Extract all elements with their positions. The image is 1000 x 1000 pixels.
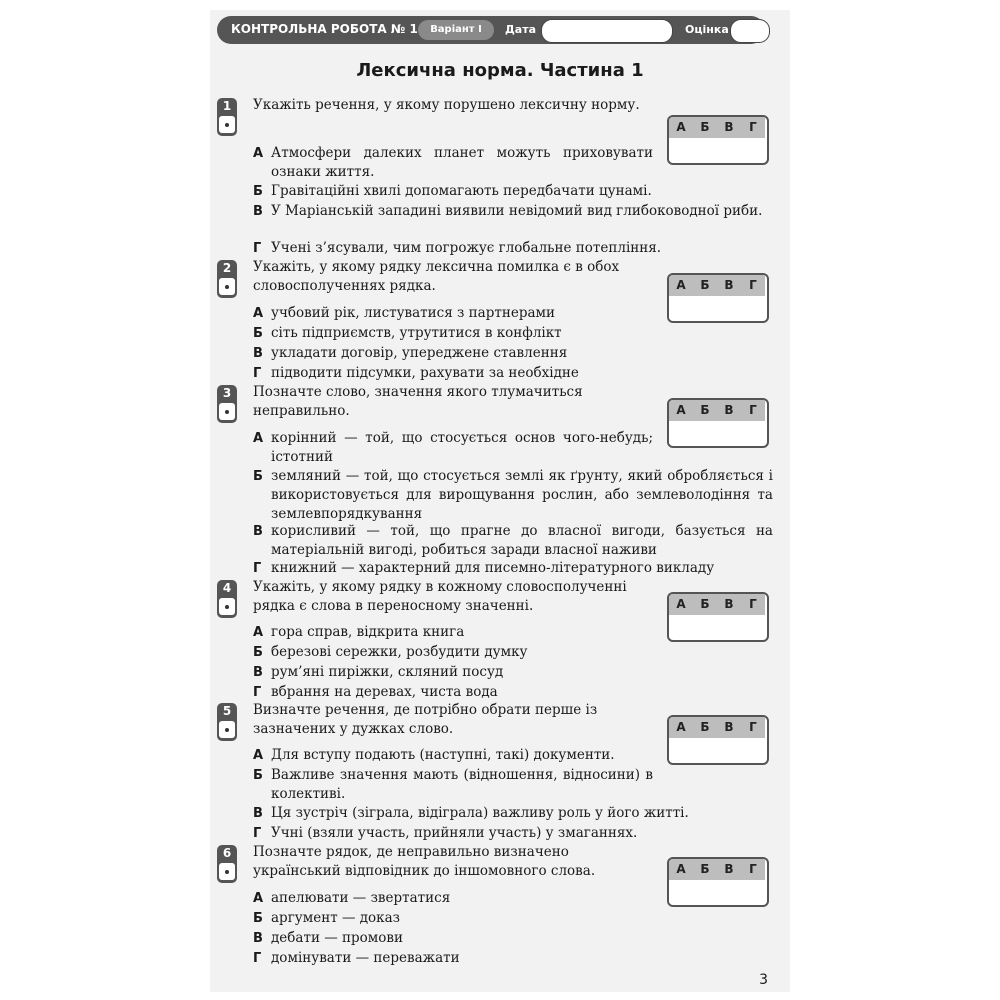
- answer-letter-b: Б: [693, 594, 718, 615]
- answer-letter-b: Б: [693, 117, 718, 138]
- option-a: [253, 746, 673, 765]
- answer-letter-a: А: [669, 859, 694, 880]
- option-g: [253, 559, 773, 578]
- option-letter: В: [253, 931, 263, 946]
- answer-letter-g: Г: [741, 275, 765, 296]
- answer-letter-g: Г: [741, 400, 765, 421]
- option-letter: В: [253, 346, 263, 361]
- question-number-badge: [217, 260, 237, 298]
- answer-letter-v: В: [717, 400, 742, 421]
- option-g: [253, 824, 773, 843]
- option-letter: А: [253, 146, 264, 161]
- grade-field[interactable]: [730, 19, 770, 43]
- option-text: гора справ, відкрита книга: [271, 624, 465, 640]
- answer-cell-a[interactable]: [669, 421, 694, 444]
- question-number-badge: [217, 703, 237, 741]
- option-text: аргумент — доказ: [271, 910, 401, 926]
- option-text: учбовий рік, листуватися з партнерами: [271, 305, 556, 321]
- worksheet-page: [210, 10, 790, 992]
- option-text: домінувати — переважати: [271, 950, 460, 966]
- question-stem: Укажіть речення, у якому порушено лексичну норму.: [253, 97, 640, 113]
- option-b: [253, 182, 773, 201]
- option-text: Учні (взяли участь, прийняли участь) у змаганнях.: [271, 825, 638, 841]
- option-text: Учені з’ясували, чим погрожує глобальне потепління.: [271, 240, 662, 256]
- answer-cell-b[interactable]: [693, 421, 718, 444]
- option-text: березові сережки, розбудити думку: [271, 644, 528, 660]
- answer-letter-v: В: [717, 117, 742, 138]
- option-text: апелювати — звертатися: [271, 890, 451, 906]
- variant-badge: Варіант І: [418, 20, 494, 40]
- option-letter: А: [253, 625, 264, 640]
- answer-letter-g: Г: [741, 117, 765, 138]
- answer-letter-v: В: [717, 594, 742, 615]
- option-letter: А: [253, 891, 264, 906]
- option-letter: Г: [253, 951, 262, 966]
- option-letter: Г: [253, 241, 262, 256]
- score-dot-icon: [225, 410, 229, 414]
- answer-letter-b: Б: [693, 859, 718, 880]
- option-letter: А: [253, 431, 264, 446]
- option-text: Ця зустріч (зіграла, відіграла) важливу роль у його житті.: [271, 805, 689, 821]
- option-text: вбрання на деревах, чиста вода: [271, 684, 498, 700]
- option-letter: Б: [253, 184, 263, 199]
- answer-letter-b: Б: [693, 400, 718, 421]
- date-field[interactable]: [541, 19, 673, 43]
- answer-grid: [667, 398, 769, 448]
- option-g: [253, 949, 773, 968]
- question-number-badge: [217, 845, 237, 883]
- option-b: [253, 324, 773, 343]
- question-stem: Укажіть, у якому рядку лексична помилка є в обох словосполученнях рядка.: [253, 259, 620, 294]
- question-number-badge: [217, 98, 237, 136]
- answer-letter-a: А: [669, 717, 694, 738]
- answer-letter-a: А: [669, 594, 694, 615]
- page-number: 3: [759, 972, 768, 988]
- score-dot-icon: [225, 728, 229, 732]
- option-b: [253, 467, 773, 524]
- option-letter: Б: [253, 469, 263, 484]
- option-v: [253, 202, 773, 221]
- answer-letter-g: Г: [741, 717, 765, 738]
- option-g: [253, 239, 773, 258]
- answer-letter-g: Г: [741, 594, 765, 615]
- question-number: 2: [222, 261, 232, 275]
- option-letter: Г: [253, 561, 262, 576]
- answer-cell-v[interactable]: [717, 138, 742, 161]
- option-text: книжний — характерний для писемно-літературного викладу: [271, 560, 715, 576]
- option-g: [253, 364, 773, 383]
- option-text: сіть підприємств, утрутитися в конфлікт: [271, 325, 562, 341]
- question-stem: Позначте рядок, де неправильно визначено український відповідник до іншомовного слова.: [253, 844, 596, 879]
- option-v: [253, 663, 773, 682]
- answer-cell-a[interactable]: [669, 138, 694, 161]
- header-bar: [217, 16, 765, 44]
- answer-letter-a: А: [669, 275, 694, 296]
- option-text: Атмосфери далеких планет можуть приховувати ознаки життя.: [271, 145, 653, 180]
- option-letter: В: [253, 806, 263, 821]
- score-dot-icon: [225, 285, 229, 289]
- option-a: [253, 429, 653, 467]
- option-letter: Б: [253, 911, 263, 926]
- option-v: [253, 804, 773, 823]
- score-dot-icon: [225, 123, 229, 127]
- question-stem: Визначте речення, де потрібно обрати перше із зазначених у дужках слово.: [253, 702, 598, 737]
- option-text: укладати договір, упереджене ставлення: [271, 345, 568, 361]
- question-number-badge: [217, 580, 237, 618]
- answer-cell-g[interactable]: [741, 738, 765, 761]
- option-text: рум’яні пиріжки, скляний посуд: [271, 664, 504, 680]
- option-text: Важливе значення мають (відношення, відносини) в колективі.: [271, 767, 653, 802]
- option-g: [253, 683, 773, 702]
- option-letter: Г: [253, 366, 262, 381]
- answer-grid: [667, 715, 769, 765]
- grade-label: Оцінка: [685, 23, 729, 36]
- answer-letter-g: Г: [741, 859, 765, 880]
- score-dot-icon: [225, 870, 229, 874]
- option-text: Гравітаційні хвилі допомагають передбачати цунамі.: [271, 183, 652, 199]
- question-stem: Позначте слово, значення якого тлумачиться неправильно.: [253, 384, 583, 419]
- answer-cell-b[interactable]: [693, 738, 718, 761]
- answer-cell-g[interactable]: [741, 421, 765, 444]
- answer-letter-v: В: [717, 717, 742, 738]
- answer-letter-v: В: [717, 275, 742, 296]
- option-text: корисливий — той, що прагне до власної вигоди, базується на матеріальній вигоді, робиться заради власної наживи: [271, 523, 773, 558]
- score-dot-icon: [225, 605, 229, 609]
- option-text: дебати — промови: [271, 930, 404, 946]
- option-v: [253, 929, 773, 948]
- answer-cell-b[interactable]: [693, 138, 718, 161]
- option-letter: Б: [253, 326, 263, 341]
- answer-cell-v[interactable]: [717, 421, 742, 444]
- option-text: У Маріанській западині виявили невідомий вид глибоководної риби.: [271, 203, 763, 219]
- option-text: Для вступу подають (наступні, такі) документи.: [271, 747, 615, 763]
- option-letter: В: [253, 524, 263, 539]
- answer-cell-g[interactable]: [741, 138, 765, 161]
- answer-letter-a: А: [669, 400, 694, 421]
- question-stem: Укажіть, у якому рядку в кожному словосполученні рядка є слова в переносному значенні.: [253, 579, 627, 614]
- option-letter: Г: [253, 685, 262, 700]
- option-a: [253, 144, 653, 182]
- option-a: [253, 623, 773, 642]
- option-b: [253, 643, 773, 662]
- answer-letter-v: В: [717, 859, 742, 880]
- date-label: Дата: [505, 23, 537, 36]
- option-letter: Г: [253, 826, 262, 841]
- question-number: 1: [222, 99, 232, 113]
- question-number: 6: [222, 846, 232, 860]
- option-text: земляний — той, що стосується землі як ґрунту, який обробляється і використовується для вирощування рослин, або землеволодіння та землевпорядкування: [271, 468, 773, 522]
- option-letter: А: [253, 748, 264, 763]
- option-letter: Б: [253, 768, 263, 783]
- answer-letter-a: А: [669, 117, 694, 138]
- option-b: [253, 909, 773, 928]
- page-title: Лексична норма. Частина 1: [356, 60, 644, 81]
- option-text: підводити підсумки, рахувати за необхідне: [271, 365, 579, 381]
- option-v: [253, 344, 773, 363]
- option-letter: В: [253, 665, 263, 680]
- question-number: 5: [222, 704, 232, 718]
- answer-letter-b: Б: [693, 275, 718, 296]
- option-a: [253, 304, 773, 323]
- option-letter: Б: [253, 645, 263, 660]
- option-v: [253, 522, 773, 560]
- question-number: 4: [222, 581, 232, 595]
- question-number-badge: [217, 385, 237, 423]
- answer-grid: [667, 115, 769, 165]
- option-text: корінний — той, що стосується основ чого-небудь; істотний: [271, 430, 653, 465]
- option-b: [253, 766, 653, 804]
- answer-cell-v[interactable]: [717, 738, 742, 761]
- option-a: [253, 889, 773, 908]
- option-letter: В: [253, 204, 263, 219]
- answer-letter-b: Б: [693, 717, 718, 738]
- question-number: 3: [222, 386, 232, 400]
- option-letter: А: [253, 306, 264, 321]
- test-title: КОНТРОЛЬНА РОБОТА № 1: [231, 22, 418, 36]
